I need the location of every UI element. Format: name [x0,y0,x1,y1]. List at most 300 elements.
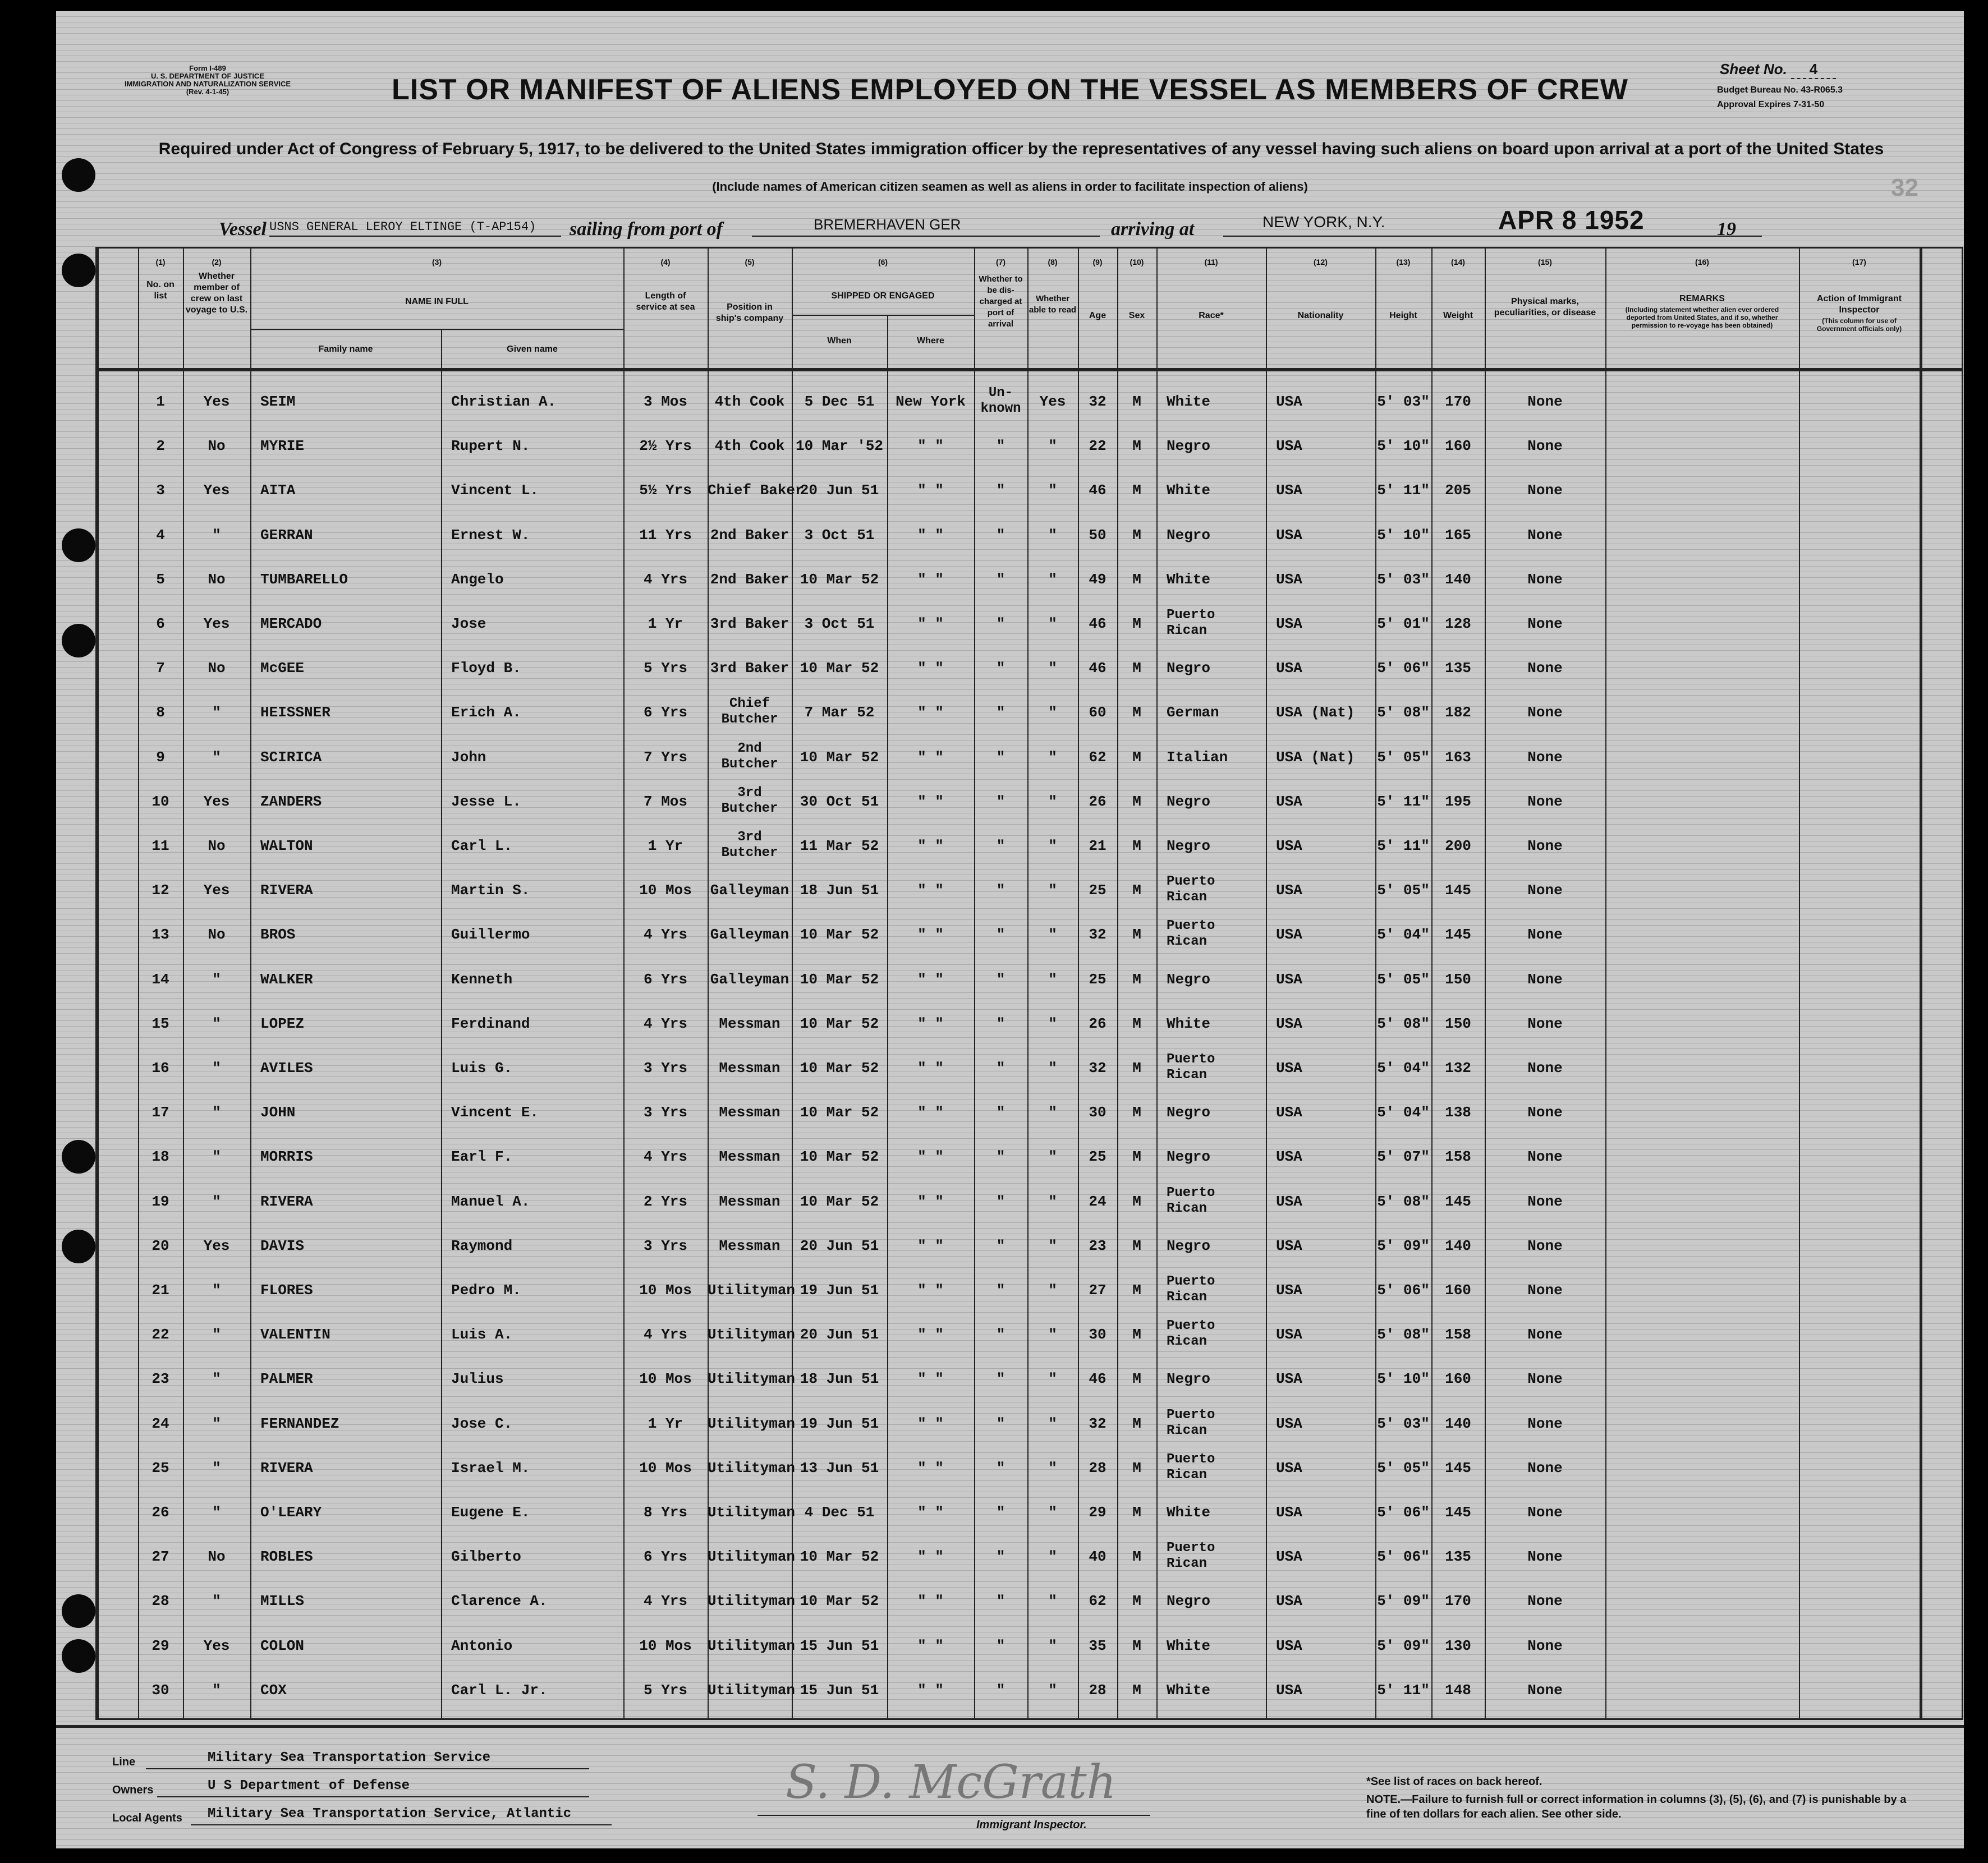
nationality-cell: USA [1276,1415,1302,1432]
shipped-where-cell: " " [917,1326,944,1344]
punch-hole [62,624,95,657]
able-read-cell: " [1048,660,1057,677]
given-name-cell: Julius [451,1370,504,1388]
discharged-cell: " [996,704,1006,721]
able-read-cell: Yes [1039,393,1066,410]
header-sex: Sex [1128,311,1145,320]
physical-marks-cell: None [1527,1548,1563,1566]
race-cell: White [1167,482,1211,499]
sex-cell: M [1132,1681,1141,1699]
header-action-note: (This column for use of Government officials only) [1816,317,1902,333]
row-number: 17 [151,1104,169,1121]
punch-hole [62,254,95,287]
table-row [99,1274,1962,1308]
shipped-when-cell: 10 Mar 52 [800,571,879,588]
header-age: Age [1089,311,1107,320]
discharged-cell: " [996,748,1006,766]
shipped-where-cell: " " [917,571,944,588]
row-number: 9 [156,748,165,766]
race-cell: Puerto Rican [1167,1407,1215,1438]
sex-cell: M [1132,793,1141,810]
date-stamp: APR 8 1952 [1498,205,1645,234]
sex-cell: M [1132,1060,1141,1077]
shipped-when-cell: 10 Mar 52 [800,926,879,944]
given-name-cell: Earl F. [451,1148,513,1166]
age-cell: 25 [1089,1148,1107,1166]
able-read-cell: " [1048,1193,1057,1210]
physical-marks-cell: None [1527,1504,1563,1521]
shipped-where-cell: " " [917,1593,944,1610]
physical-marks-cell: None [1527,882,1563,899]
height-cell: 5' 08" [1377,1015,1430,1032]
height-cell: 5' 05" [1377,1459,1430,1476]
table-row [99,1674,1962,1708]
position-cell: 3rd Baker [710,615,789,632]
weight-cell: 138 [1445,1104,1471,1121]
shipped-where-cell: " " [917,1681,944,1699]
shipped-when-cell: 19 Jun 51 [800,1282,879,1299]
weight-cell: 135 [1445,660,1471,677]
able-read-cell: " [1048,1415,1057,1432]
weight-cell: 163 [1445,748,1471,766]
line-underline [146,1768,589,1769]
row-number: 20 [151,1237,169,1254]
weight-cell: 160 [1445,1282,1471,1299]
table-row [99,1052,1962,1085]
position-cell: Messman [719,1193,780,1210]
row-number: 18 [151,1148,169,1166]
last-voyage-cell: " [212,526,221,544]
given-name-cell: Luis A. [451,1326,513,1344]
table-row [99,563,1962,597]
weight-cell: 140 [1445,571,1471,588]
height-cell: 5' 06" [1377,1504,1430,1521]
height-cell: 5' 03" [1377,393,1430,410]
height-cell: 5' 10" [1377,1370,1430,1388]
sex-cell: M [1132,1282,1141,1299]
shipped-when-cell: 11 Mar 52 [800,838,879,854]
weight-cell: 160 [1445,1370,1471,1388]
last-voyage-cell: No [208,838,226,854]
physical-marks-cell: None [1527,926,1563,944]
discharged-cell: " [996,1015,1006,1032]
weight-cell: 182 [1445,704,1471,721]
nationality-cell: USA [1276,393,1302,410]
given-name-cell: Jesse L. [451,793,521,810]
arriving-label: arriving at [1111,219,1195,240]
family-name-cell: JOHN [260,1104,296,1121]
age-cell: 21 [1089,838,1107,854]
sex-cell: M [1132,970,1141,988]
arrival-underline [1223,236,1504,237]
nationality-cell: USA [1276,1282,1302,1299]
col-num: (6) [878,257,888,266]
position-cell: 2nd Butcher [721,740,778,772]
family-name-cell: ROBLES [260,1548,313,1566]
service-length-cell: 3 Yrs [643,1237,687,1254]
able-read-cell: " [1048,571,1057,588]
header-discharged: Whether to be dis- charged at port of arrival [979,274,1023,329]
nationality-cell: USA [1276,1060,1302,1077]
agents-value: Military Sea Transportation Service, Atlantic [208,1806,572,1821]
given-name-cell: Ernest W. [451,526,530,544]
col-num: (9) [1092,257,1103,266]
table-row [99,474,1962,508]
family-name-cell: FERNANDEZ [260,1415,339,1432]
age-cell: 24 [1089,1193,1107,1210]
signature-underline [757,1815,1150,1816]
shipped-when-cell: 18 Jun 51 [800,882,879,899]
row-number: 30 [151,1681,169,1699]
weight-cell: 140 [1445,1415,1471,1432]
shipped-where-cell: " " [917,882,944,899]
line-value: Military Sea Transportation Service [208,1750,491,1765]
header-subrule [792,315,974,316]
service-length-cell: 5 Yrs [643,1681,687,1699]
header-bottom-rule [99,368,1962,371]
shipped-when-cell: 10 Mar 52 [800,1104,879,1121]
given-name-cell: Christian A. [451,393,557,410]
age-cell: 46 [1089,1370,1107,1388]
header-where: Where [917,336,944,346]
service-length-cell: 2½ Yrs [639,438,692,455]
nationality-cell: USA [1276,571,1302,588]
physical-marks-cell: None [1527,1237,1563,1254]
header-height: Height [1389,311,1417,320]
weight-cell: 170 [1445,1593,1471,1610]
physical-marks-cell: None [1527,1415,1563,1432]
family-name-cell: DAVIS [260,1237,305,1254]
agents-underline [191,1824,612,1825]
last-voyage-cell: Yes [203,393,230,410]
physical-marks-cell: None [1527,1193,1563,1210]
able-read-cell: " [1048,438,1057,455]
row-number: 22 [151,1326,169,1344]
position-cell: Messman [719,1148,780,1166]
weight-cell: 160 [1445,438,1471,455]
row-number: 8 [156,704,165,721]
weight-cell: 145 [1445,882,1471,899]
able-read-cell: " [1048,1548,1057,1566]
family-name-cell: TUMBARELLO [260,571,348,588]
physical-marks-cell: None [1527,526,1563,544]
service-length-cell: 7 Yrs [643,748,687,766]
discharged-cell: " [996,1637,1006,1654]
row-number: 29 [151,1637,169,1654]
family-name-cell: RIVERA [260,1193,313,1210]
shipped-where-cell: " " [917,438,944,455]
discharged-cell: " [996,1326,1006,1344]
form-number-line: IMMIGRATION AND NATURALIZATION SERVICE [124,80,291,88]
row-number: 13 [151,926,169,944]
height-cell: 5' 08" [1377,1193,1430,1210]
header-subrule [250,329,623,330]
race-cell: Negro [1167,1104,1211,1121]
nationality-cell: USA [1276,882,1302,899]
age-cell: 35 [1089,1637,1107,1654]
table-row [99,741,1962,775]
sex-cell: M [1132,1015,1141,1032]
service-length-cell: 2 Yrs [643,1193,687,1210]
table-row [99,874,1962,908]
row-number: 1 [156,393,165,410]
shipped-when-cell: 10 Mar 52 [800,1148,879,1166]
shipped-when-cell: 20 Jun 51 [800,482,879,499]
sex-cell: M [1132,926,1141,944]
given-name-cell: Jose [451,615,486,632]
service-length-cell: 1 Yr [648,838,683,854]
sex-cell: M [1132,1237,1141,1254]
age-cell: 60 [1089,704,1107,721]
table-row [99,1585,1962,1618]
service-length-cell: 10 Mos [639,882,692,899]
race-cell: Italian [1167,748,1228,766]
family-name-cell: AITA [260,482,296,499]
service-length-cell: 4 Yrs [643,1148,687,1166]
service-length-cell: 4 Yrs [643,1015,687,1032]
height-cell: 5' 04" [1377,926,1430,944]
agents-label: Local Agents [112,1812,182,1824]
last-voyage-cell: No [208,926,226,944]
position-cell: 4th Cook [714,438,785,455]
last-voyage-cell: " [212,1148,221,1166]
race-cell: White [1167,393,1211,410]
age-cell: 25 [1089,970,1107,988]
shipped-when-cell: 20 Jun 51 [800,1326,879,1344]
age-cell: 32 [1089,1415,1107,1432]
col-num: (15) [1538,257,1552,266]
service-length-cell: 10 Mos [639,1637,692,1654]
family-name-cell: PALMER [260,1370,313,1388]
given-name-cell: Raymond [451,1237,513,1254]
weight-cell: 150 [1445,1015,1471,1032]
nationality-cell: USA [1276,1326,1302,1344]
race-cell: White [1167,571,1211,588]
row-number: 12 [151,882,169,899]
race-cell: Puerto Rican [1167,1318,1215,1350]
nationality-cell: USA [1276,1370,1302,1388]
sex-cell: M [1132,748,1141,766]
age-cell: 25 [1089,882,1107,899]
col-num: (11) [1204,257,1218,266]
discharged-cell: " [996,571,1006,588]
punch-hole [62,528,95,562]
given-name-cell: Pedro M. [451,1282,521,1299]
height-cell: 5' 01" [1377,615,1430,632]
service-length-cell: 10 Mos [639,1370,692,1388]
family-name-cell: MYRIE [260,438,305,455]
form-number-line: Form I-489 [189,64,226,72]
age-cell: 26 [1089,793,1107,810]
punch-hole [62,1639,95,1673]
discharged-cell: " [996,1104,1006,1121]
nationality-cell: USA [1276,1593,1302,1610]
physical-marks-cell: None [1527,838,1563,854]
family-name-cell: COX [260,1681,287,1699]
able-read-cell: " [1048,1459,1057,1476]
race-cell: Negro [1167,1370,1211,1388]
last-voyage-cell: " [212,1282,221,1299]
race-cell: White [1167,1504,1211,1521]
weight-cell: 130 [1445,1637,1471,1654]
row-number: 4 [156,526,165,544]
position-cell: Utilityman [708,1548,796,1566]
table-row [99,1540,1962,1574]
height-cell: 5' 05" [1377,970,1430,988]
sex-cell: M [1132,882,1141,899]
table-row [99,1008,1962,1041]
race-cell: Negro [1167,660,1211,677]
weight-cell: 165 [1445,526,1471,544]
last-voyage-cell: " [212,1060,221,1077]
weight-cell: 158 [1445,1326,1471,1344]
given-name-cell: Antonio [451,1637,513,1654]
discharged-cell: " [996,660,1006,677]
given-name-cell: Luis G. [451,1060,513,1077]
physical-marks-cell: None [1527,1282,1563,1299]
budget-line: Budget Bureau No. 43-R065.3 [1717,85,1843,95]
age-cell: 50 [1089,526,1107,544]
table-row [99,1496,1962,1530]
race-cell: Negro [1167,793,1211,810]
header-physical: Physical marks, peculiarities, or disease [1494,297,1596,318]
race-cell: German [1167,704,1219,721]
col-num: (16) [1695,257,1709,266]
shipped-where-cell: " " [917,1282,944,1299]
family-name-cell: O'LEARY [260,1504,322,1521]
height-cell: 5' 09" [1377,1237,1430,1254]
vessel-label: Vessel [219,219,267,240]
sex-cell: M [1132,1415,1141,1432]
weight-cell: 145 [1445,1193,1471,1210]
stamp-number: 32 [1891,174,1918,201]
family-name-cell: MILLS [260,1593,305,1610]
header-last-voyage: Whether member of crew on last voyage to U.S. [185,272,248,315]
weight-cell: 145 [1445,926,1471,944]
family-name-cell: COLON [260,1637,305,1654]
height-cell: 5' 03" [1377,571,1430,588]
last-voyage-cell: No [208,660,226,677]
shipped-when-cell: 7 Mar 52 [804,704,875,721]
shipped-when-cell: 15 Jun 51 [800,1637,879,1654]
table-row [99,608,1962,641]
discharged-cell: " [996,1593,1006,1610]
service-length-cell: 3 Yrs [643,1060,687,1077]
age-cell: 29 [1089,1504,1107,1521]
sex-cell: M [1132,1370,1141,1388]
discharged-cell: " [996,615,1006,632]
sex-cell: M [1132,704,1141,721]
nationality-cell: USA [1276,615,1302,632]
physical-marks-cell: None [1527,393,1563,410]
sex-cell: M [1132,1504,1141,1521]
page-title: LIST OR MANIFEST OF ALIENS EMPLOYED ON THE VESSEL AS MEMBERS OF CREW [392,73,1628,106]
col-num: (10) [1130,257,1144,266]
position-cell: Messman [719,1015,780,1032]
shipped-when-cell: 4 Dec 51 [804,1504,875,1521]
position-cell: Messman [719,1060,780,1077]
sex-cell: M [1132,660,1141,677]
last-voyage-cell: Yes [203,882,230,899]
service-length-cell: 11 Yrs [639,526,692,544]
table-row [99,963,1962,997]
nationality-cell: USA [1276,1637,1302,1654]
position-cell: Utilityman [708,1637,796,1654]
nationality-cell: USA [1276,1104,1302,1121]
position-cell: Messman [719,1104,780,1121]
shipped-where-cell: New York [896,393,966,410]
age-cell: 32 [1089,1060,1107,1077]
last-voyage-cell: No [208,571,226,588]
table-row [99,1452,1962,1485]
family-name-cell: LOPEZ [260,1015,305,1032]
height-cell: 5' 10" [1377,526,1430,544]
shipped-where-cell: " " [917,1370,944,1388]
discharged-cell: " [996,526,1006,544]
able-read-cell: " [1048,838,1057,854]
col-num: (5) [745,257,755,266]
include-note: (Include names of American citizen seamen as well as aliens in order to facilitate inspection of aliens) [712,180,1308,194]
header-family-name: Family name [318,344,373,354]
last-voyage-cell: " [212,1104,221,1121]
last-voyage-cell: " [212,748,221,766]
nationality-cell: USA [1276,660,1302,677]
row-number: 3 [156,482,165,499]
row-number: 21 [151,1282,169,1299]
discharged-cell: " [996,1282,1006,1299]
sex-cell: M [1132,1459,1141,1476]
service-length-cell: 4 Yrs [643,926,687,944]
able-read-cell: " [1048,1237,1057,1254]
race-cell: Puerto Rican [1167,1540,1215,1572]
shipped-when-cell: 10 Mar '52 [795,438,884,455]
age-cell: 46 [1089,482,1107,499]
nationality-cell: USA [1276,1148,1302,1166]
header-length-service: Length of service at sea [636,291,695,312]
last-voyage-cell: " [212,1415,221,1432]
last-voyage-cell: " [212,1015,221,1032]
nationality-cell: USA [1276,526,1302,544]
physical-marks-cell: None [1527,571,1563,588]
able-read-cell: " [1048,526,1057,544]
position-cell: Utilityman [708,1681,796,1699]
row-number: 7 [156,660,165,677]
able-read-cell: " [1048,1504,1057,1521]
shipped-where-cell: " " [917,1637,944,1654]
able-read-cell: " [1048,1148,1057,1166]
physical-marks-cell: None [1527,438,1563,455]
nationality-cell: USA [1276,1237,1302,1254]
height-cell: 5' 08" [1377,704,1430,721]
row-number: 26 [151,1504,169,1521]
row-number: 5 [156,571,165,588]
given-name-cell: Erich A. [451,704,521,721]
last-voyage-cell: Yes [203,482,230,499]
discharged-cell: " [996,1148,1006,1166]
sex-cell: M [1132,438,1141,455]
sex-cell: M [1132,615,1141,632]
discharged-cell: " [996,1681,1006,1699]
last-voyage-cell: Yes [203,793,230,810]
able-read-cell: " [1048,748,1057,766]
service-length-cell: 1 Yr [648,1415,683,1432]
given-name-cell: Clarence A. [451,1593,548,1610]
physical-marks-cell: None [1527,1015,1563,1032]
shipped-when-cell: 19 Jun 51 [800,1415,879,1432]
able-read-cell: " [1048,1593,1057,1610]
physical-marks-cell: None [1527,1326,1563,1344]
header-position: Position in ship's company [715,302,784,323]
